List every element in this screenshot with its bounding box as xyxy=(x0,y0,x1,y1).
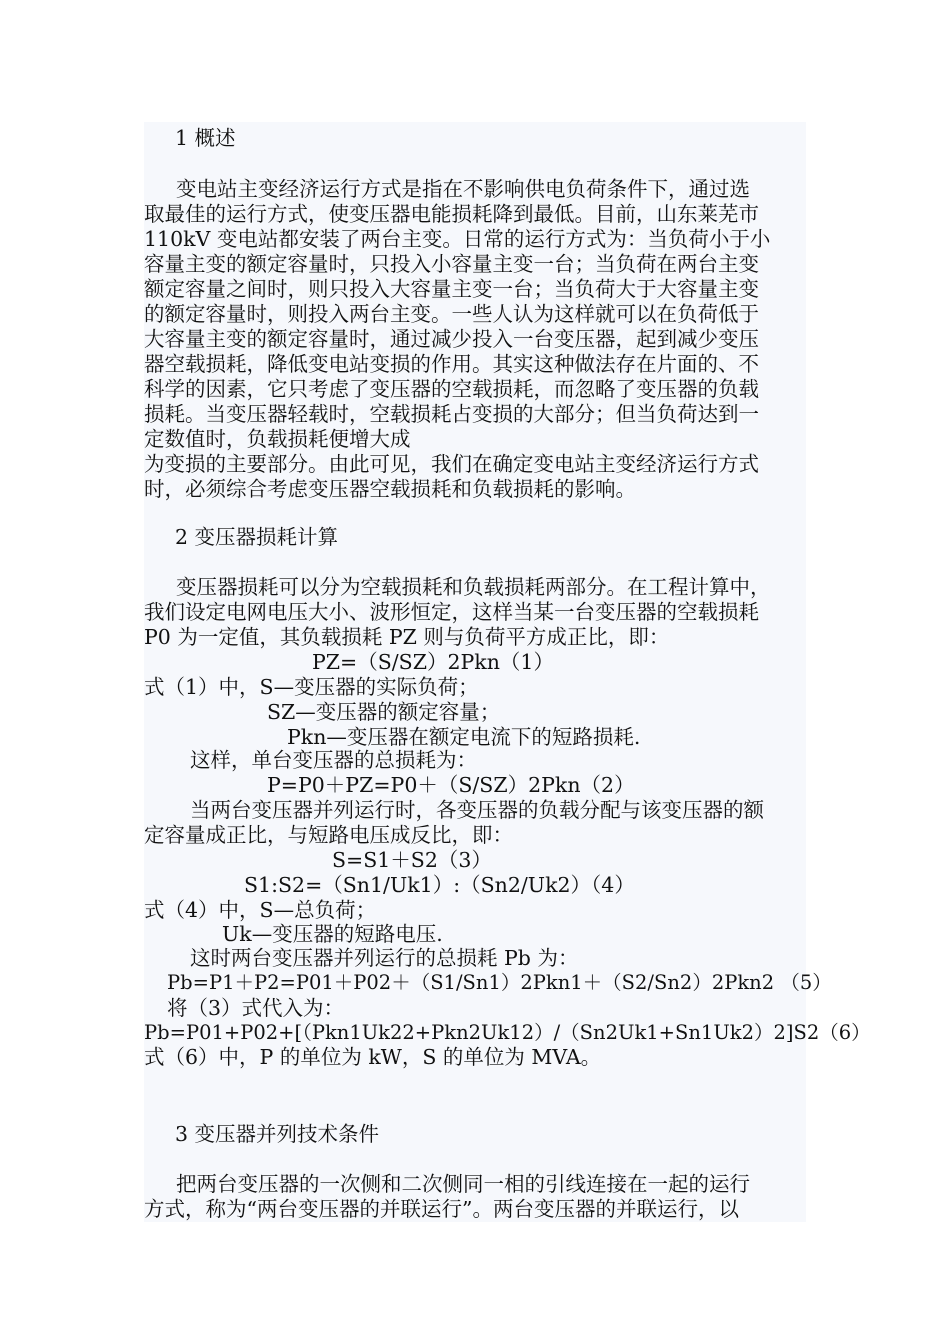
equation-5: Pb=P1＋P2=P01＋P02＋（S1/Sn1）2Pkn1＋（S2/Sn2）2Pkn2 （5） xyxy=(167,971,832,994)
para-2-line: 我们设定电网电压大小、波形恒定，这样当某一台变压器的空载损耗 xyxy=(144,600,759,624)
para-1-line: 额定容量之间时，则只投入大容量主变一台；当负荷大于大容量主变 xyxy=(144,277,759,301)
para-3-line: 把两台变压器的一次侧和二次侧同一相的引线连接在一起的运行 xyxy=(176,1172,750,1196)
equation-3: S=S1＋S2（3） xyxy=(332,848,492,872)
where-line: 式（1）中，S—变压器的实际负荷； xyxy=(144,675,479,699)
parallel-para-line: 当两台变压器并列运行时，各变压器的负载分配与该变压器的额 xyxy=(190,798,764,822)
para-2-line: 变压器损耗可以分为空载损耗和负载损耗两部分。在工程计算中， xyxy=(176,575,771,599)
section-2-heading: 2 变压器损耗计算 xyxy=(175,525,339,549)
section-3-heading: 3 变压器并列技术条件 xyxy=(175,1122,380,1146)
where-line: 式（4）中，S—总负荷； xyxy=(144,898,377,922)
parallel-para-line: 定容量成正比，与短路电压成反比，即： xyxy=(144,823,513,847)
equation-1: PZ=（S/SZ）2Pkn（1） xyxy=(312,650,554,674)
substitution-intro: 将（3）式代入为： xyxy=(167,996,345,1020)
equation-2: P=P0＋PZ=P0＋（S/SZ）2Pkn（2） xyxy=(267,773,635,797)
para-1-line: 容量主变的额定容量时，只投入小容量主变一台；当负荷在两台主变 xyxy=(144,252,759,276)
total-loss-intro: 这时两台变压器并列运行的总损耗 Pb 为： xyxy=(190,946,579,970)
where-line: Uk—变压器的短路电压. xyxy=(222,922,443,946)
para-1-line: 损耗。当变压器轻载时，空载损耗占变损的大部分；但当负荷达到一 xyxy=(144,402,759,426)
para-1-line: 时，必须综合考虑变压器空载损耗和负载损耗的影响。 xyxy=(144,477,636,501)
para-1-line: 科学的因素，它只考虑了变压器的空载损耗，而忽略了变压器的负载 xyxy=(144,377,759,401)
equation-6: Pb=P01+P02+[（Pkn1Uk22+Pkn2Uk12）/（Sn2Uk1+Sn1Uk2）2]S2（6） xyxy=(144,1021,871,1044)
para-1-line: 为变损的主要部分。由此可见，我们在确定变电站主变经济运行方式 xyxy=(144,452,759,476)
para-1-line: 定数值时，负载损耗便增大成 xyxy=(144,427,411,451)
single-loss-intro: 这样，单台变压器的总损耗为： xyxy=(190,748,477,772)
section-1-heading: 1 概述 xyxy=(175,126,236,150)
where-line: SZ—变压器的额定容量； xyxy=(267,700,501,724)
units-note: 式（6）中，P 的单位为 kW，S 的单位为 MVA。 xyxy=(144,1045,602,1069)
equation-4: S1:S2=（Sn1/Uk1）:（Sn2/Uk2）（4） xyxy=(244,873,635,897)
para-1-line: 110kV 变电站都安装了两台主变。日常的运行方式为：当负荷小于小 xyxy=(144,227,771,251)
para-1-line: 器空载损耗，降低变电站变损的作用。其实这种做法存在片面的、不 xyxy=(144,352,759,376)
para-1-line: 大容量主变的额定容量时，通过减少投入一台变压器，起到减少变压 xyxy=(144,327,759,351)
para-1-line: 取最佳的运行方式，使变压器电能损耗降到最低。目前，山东莱芜市 xyxy=(144,202,759,226)
para-3-line: 方式，称为“两台变压器的并联运行”。两台变压器的并联运行，以 xyxy=(144,1197,739,1221)
para-2-line: P0 为一定值，其负载损耗 PZ 则与负荷平方成正比，即： xyxy=(144,625,670,649)
where-line: Pkn—变压器在额定电流下的短路损耗. xyxy=(287,725,641,749)
para-1-line: 变电站主变经济运行方式是指在不影响供电负荷条件下，通过选 xyxy=(176,177,750,201)
para-1-line: 的额定容量时，则投入两台主变。一些人认为这样就可以在负荷低于 xyxy=(144,302,759,326)
